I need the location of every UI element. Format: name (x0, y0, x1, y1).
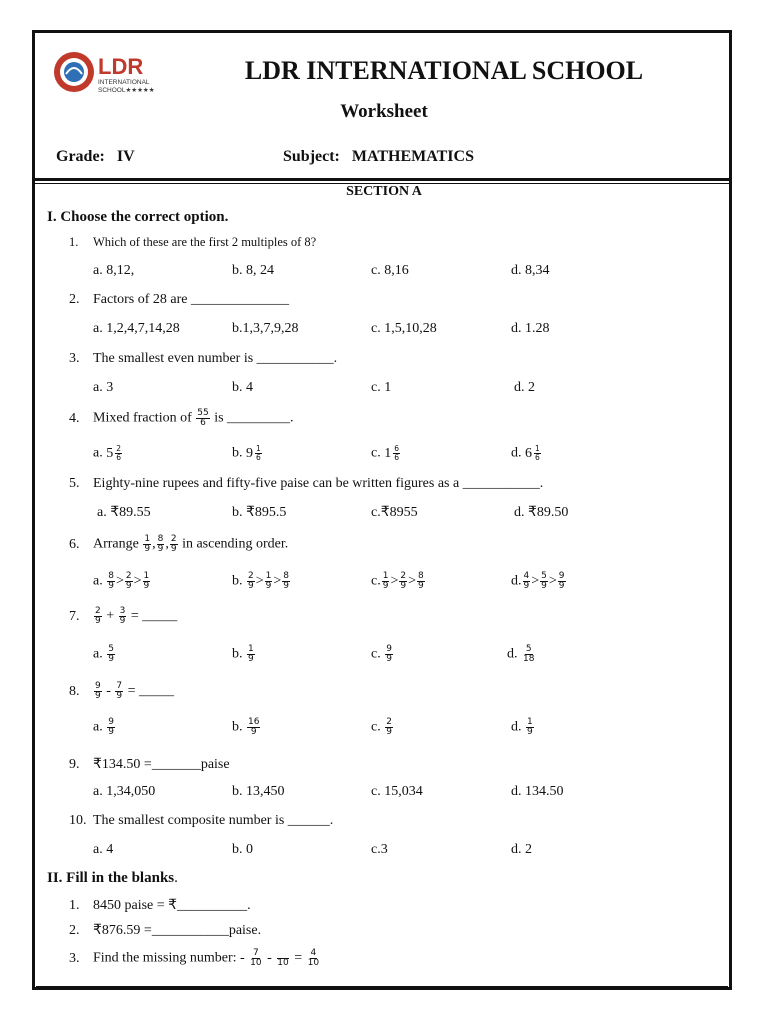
option-label: c. (371, 445, 381, 461)
q5-option-b[interactable]: b. ₹895.5 (232, 505, 287, 520)
q2-option-b[interactable]: b.1,3,7,9,28 (232, 321, 299, 336)
question-number: 3. (69, 351, 80, 366)
fraction (107, 645, 115, 664)
svg-text:SCHOOL★★★★★: SCHOOL★★★★★ (98, 87, 155, 94)
option-label: b. (232, 573, 243, 589)
q1-option-b[interactable]: b. 8, 24 (232, 263, 274, 278)
fraction (540, 572, 548, 591)
question-number: 1. (69, 898, 80, 913)
question-number: 10. (69, 813, 87, 828)
question-text-post: paise (200, 757, 230, 772)
fraction (522, 645, 535, 664)
fraction-denominator: 9 (116, 691, 123, 701)
part2-heading (47, 870, 178, 887)
option-label: d. (507, 646, 518, 662)
q5-option-d[interactable]: d. ₹89.50 (514, 505, 569, 520)
fraction (265, 572, 273, 591)
fraction (196, 409, 209, 428)
fraction (107, 572, 115, 591)
fraction-denominator: 6 (394, 453, 399, 462)
q4-option-c[interactable] (371, 445, 401, 462)
fraction-numerator: 9 (386, 644, 392, 654)
question-6: 6. Arrange $\frac{1}{9}$ , $\frac{8}{9}$ , $\frac{2}{9}$ in ascending order. (69, 534, 289, 554)
fraction-denominator: 9 (418, 581, 424, 591)
q5-option-a[interactable]: a. ₹89.55 (97, 505, 151, 520)
question-number: 7. (69, 608, 80, 624)
question-number: 5. (69, 476, 80, 491)
question-text-post: in ascending order. (182, 536, 289, 552)
fraction-denominator: 9 (125, 581, 132, 591)
question-number: 8. (69, 683, 80, 699)
equals-blank: = _____ (127, 683, 175, 699)
question-5 (69, 476, 543, 492)
fraction-numerator: 2 (170, 534, 177, 544)
fraction-numerator: 5 (108, 644, 114, 654)
fraction-denominator: 9 (558, 581, 565, 591)
fraction-denominator: 9 (523, 581, 530, 591)
option-label: c. (371, 646, 381, 662)
question-number: 4. (69, 410, 80, 426)
q10-option-b[interactable]: b. 0 (232, 842, 253, 857)
question-number: 2. (69, 923, 80, 938)
fraction-denominator: 9 (108, 654, 114, 664)
q10-option-a[interactable]: a. 4 (93, 842, 114, 857)
fraction-numerator: 5 (541, 571, 547, 581)
question-text-post: paise. (228, 923, 262, 938)
fraction-numerator: 2 (95, 606, 101, 616)
fraction-denominator: 10 (277, 958, 289, 968)
q3-option-b[interactable]: b. 4 (232, 380, 253, 395)
fraction (143, 535, 151, 554)
fraction-numerator: 8 (108, 571, 114, 581)
operator: - (267, 950, 272, 966)
option-label: b. (232, 646, 243, 662)
fraction-numerator: 4 (523, 571, 530, 581)
operator: - (106, 683, 111, 699)
answer-blank: ___________ (151, 923, 229, 938)
part2-heading-dot: . (174, 870, 178, 886)
fraction-numerator: 7 (116, 681, 123, 691)
subject-label: Subject: (283, 148, 340, 165)
option-label: b. (232, 719, 243, 735)
fraction (255, 445, 262, 462)
question-9 (69, 756, 230, 773)
fraction-denominator: 9 (95, 616, 101, 626)
fraction (558, 572, 566, 591)
part1-heading: I. Choose the correct option. (47, 209, 229, 225)
fraction-denominator: 9 (108, 727, 114, 737)
grade-value: IV (116, 148, 135, 165)
q2-option-d[interactable]: d. 1.28 (511, 321, 550, 336)
q2-option-c[interactable]: c. 1,5,10,28 (371, 321, 437, 336)
fraction-denominator: 9 (248, 654, 254, 664)
option-label: c. (371, 573, 381, 589)
blank-question-1 (69, 897, 251, 914)
fraction-denominator: 9 (170, 544, 177, 554)
option-label: c. (371, 719, 381, 735)
answer-blank: _______ (151, 757, 201, 772)
fraction-missing (276, 949, 289, 968)
q3-option-a[interactable]: a. 3 (93, 380, 114, 395)
fraction-numerator: 55 (197, 408, 209, 418)
grade-line (56, 148, 135, 166)
fraction (399, 572, 407, 591)
fraction-denominator: 9 (386, 654, 392, 664)
question-text: The smallest composite number is ______. (93, 813, 334, 828)
fraction (247, 572, 255, 591)
option-label: a. (93, 445, 103, 461)
q6-option-b[interactable]: b. $\frac{2}{9}$ > $\frac{1}{9}$ > $\frac{8}{9}$ (232, 571, 290, 591)
fraction-denominator: 18 (523, 654, 535, 664)
fraction-denominator: 9 (248, 581, 254, 591)
fraction-numerator: 7 (253, 948, 259, 958)
fraction-denominator: 10 (307, 958, 320, 968)
equals-sign: = (294, 950, 303, 966)
question-1 (69, 235, 316, 250)
fraction-numerator: 1 (382, 571, 389, 581)
question-number: 1. (69, 235, 79, 249)
fraction-numerator: 2 (125, 571, 132, 581)
q2-option-a[interactable]: a. 1,2,4,7,14,28 (93, 321, 180, 336)
fraction-numerator: 1 (256, 444, 261, 453)
fraction-denominator: 9 (386, 727, 392, 737)
grade-label: Grade: (56, 148, 105, 165)
fraction (385, 718, 393, 737)
fraction (393, 445, 400, 462)
q7-option-c[interactable] (371, 645, 394, 664)
fraction (107, 718, 115, 737)
school-name: LDR INTERNATIONAL SCHOOL (244, 56, 644, 85)
q1-option-c[interactable]: c. 8,16 (371, 263, 409, 278)
fraction-denominator: 9 (283, 581, 290, 591)
subject-line (283, 148, 474, 166)
question-text: Eighty-nine rupees and fifty-five paise can be written figures as a ___________. (93, 476, 544, 491)
mixed-fraction (246, 445, 263, 462)
blank-question-3 (69, 949, 321, 968)
fraction (385, 645, 393, 664)
fraction-numerator: 16 (248, 717, 260, 727)
fraction-numerator: 2 (400, 571, 407, 581)
q1-option-d[interactable]: d. 8,34 (511, 263, 550, 278)
q7-option-a[interactable] (93, 645, 116, 664)
fraction-numerator: 1 (144, 534, 151, 544)
option-label: b. (232, 445, 243, 461)
fraction (523, 572, 531, 591)
fraction (282, 572, 290, 591)
q7-option-d[interactable] (507, 645, 536, 664)
question-2 (69, 292, 289, 308)
question-3 (69, 351, 337, 367)
page-bottom-rule (36, 986, 728, 987)
mixed-whole: 9 (246, 445, 253, 461)
fraction-numerator: 9 (558, 571, 565, 581)
fraction-numerator: 1 (143, 571, 150, 581)
fraction (247, 718, 260, 737)
q10-option-d[interactable]: d. 2 (511, 842, 532, 857)
q7-option-b[interactable] (232, 645, 256, 664)
fraction (94, 607, 102, 626)
fraction (94, 682, 102, 701)
q4-option-d[interactable] (511, 445, 542, 462)
question-text: Factors of 28 are ______________ (93, 292, 289, 307)
svg-text:LDR: LDR (98, 54, 144, 79)
fraction (382, 572, 390, 591)
option-label: d. (511, 445, 522, 461)
fraction-denominator: 9 (527, 727, 533, 737)
fraction-numerator: 2 (386, 717, 392, 727)
fraction-denominator: 6 (116, 453, 121, 462)
fraction-numerator: 9 (108, 717, 114, 727)
fraction-numerator: 2 (116, 444, 121, 453)
fraction-numerator: 6 (394, 444, 399, 453)
question-text-pre: ₹134.50 = (93, 757, 152, 772)
mixed-fraction (106, 445, 123, 462)
fraction-denominator: 9 (250, 727, 257, 737)
fraction-numerator: 9 (95, 681, 101, 691)
fraction-numerator: 3 (119, 606, 126, 616)
subject-value: MATHEMATICS (351, 148, 474, 165)
fraction (115, 445, 122, 462)
fraction-denominator: 6 (200, 418, 206, 428)
option-label: a. (93, 573, 103, 589)
q3-option-d[interactable]: d. 2 (514, 380, 535, 395)
q4-option-a[interactable] (93, 445, 123, 462)
fraction (247, 645, 255, 664)
fraction (534, 445, 541, 462)
fraction (143, 572, 151, 591)
mixed-whole: 5 (106, 445, 114, 461)
fraction-denominator: 9 (143, 581, 150, 591)
fraction (307, 949, 320, 968)
q4-option-b[interactable] (232, 445, 263, 462)
question-text-pre: Find the missing number: - (93, 950, 245, 966)
q5-option-c[interactable]: c.₹8955 (371, 505, 418, 520)
fraction (170, 535, 178, 554)
fraction-denominator: 9 (541, 581, 547, 591)
section-title: SECTION A (346, 184, 422, 199)
fraction-numerator: 1 (265, 571, 272, 581)
question-8 (69, 682, 174, 701)
q9-option-a[interactable]: a. 1,34,050 (93, 784, 156, 799)
fraction-numerator: 8 (157, 534, 164, 544)
question-number: 3. (69, 950, 80, 966)
question-7 (69, 607, 177, 626)
question-4 (69, 409, 294, 428)
q9-option-b[interactable]: b. 13,450 (232, 784, 285, 799)
option-label: a. (93, 646, 103, 662)
fraction-denominator: 9 (144, 544, 151, 554)
fraction (125, 572, 133, 591)
mixed-whole: 1 (384, 445, 392, 461)
q1-option-a[interactable]: a. 8,12, (93, 263, 135, 278)
fraction-denominator: 9 (382, 581, 389, 591)
question-text: The smallest even number is ___________. (93, 351, 338, 366)
fraction-denominator: 10 (250, 958, 262, 968)
part2-heading-text: II. Fill in the blanks (47, 870, 175, 886)
fraction-numerator: 1 (248, 644, 254, 654)
mixed-fraction (525, 445, 542, 462)
header-divider (32, 178, 732, 181)
fraction-denominator: 6 (256, 453, 261, 462)
question-number: 9. (69, 757, 80, 772)
question-text-pre: Mixed fraction of (93, 410, 192, 426)
fraction-denominator: 9 (400, 581, 407, 591)
q6-option-a[interactable]: a. $\frac{8}{9}$ > $\frac{2}{9}$ > $\frac{1}{9}$ (93, 571, 150, 591)
fraction-numerator: 8 (418, 571, 424, 581)
q6-option-d[interactable]: d. $\frac{4}{9}$ > $\frac{5}{9}$ > $\frac{9}{9}$ (511, 571, 565, 591)
fraction-denominator: 9 (119, 616, 126, 626)
equals-blank: = _____ (130, 608, 178, 624)
fraction-denominator: 9 (108, 581, 114, 591)
fraction-denominator: 9 (157, 544, 164, 554)
option-label: d. (511, 573, 522, 589)
question-number: 2. (69, 292, 80, 307)
fraction (157, 535, 165, 554)
operator: + (106, 608, 115, 624)
option-label: a. (93, 719, 103, 735)
fraction (526, 718, 534, 737)
fraction (119, 607, 127, 626)
fraction-denominator: 9 (95, 691, 101, 701)
question-text-pre: Arrange (93, 536, 139, 552)
question-text: Which of these are the first 2 multiples of 8? (93, 235, 317, 249)
question-text-pre: ₹876.59 = (93, 923, 152, 938)
fraction-denominator: 9 (265, 581, 272, 591)
worksheet-title: Worksheet (340, 101, 428, 122)
option-label: d. (511, 719, 522, 735)
q8-option-c[interactable] (371, 718, 394, 737)
question-text: 8450 paise = ₹__________. (93, 898, 251, 913)
fraction (249, 949, 262, 968)
question-10 (69, 813, 333, 829)
q6-option-c[interactable]: c. $\frac{1}{9}$ > $\frac{2}{9}$ > $\frac{8}{9}$ (371, 571, 424, 591)
q8-option-a[interactable] (93, 718, 116, 737)
mixed-whole: 6 (525, 445, 532, 461)
fraction-numerator: 2 (248, 571, 254, 581)
q9-option-d[interactable]: d. 134.50 (511, 784, 564, 799)
blank-question-2 (69, 922, 261, 939)
question-text-post: is _________. (214, 410, 294, 426)
fraction-denominator: 6 (535, 453, 540, 462)
mixed-fraction (384, 445, 401, 462)
q9-option-c[interactable]: c. 15,034 (371, 784, 423, 799)
fraction-numerator: 8 (283, 571, 290, 581)
fraction-numerator: 1 (527, 717, 533, 727)
fraction-numerator: 5 (525, 644, 532, 654)
svg-text:INTERNATIONAL: INTERNATIONAL (98, 79, 150, 86)
fraction (417, 572, 425, 591)
fraction (115, 682, 123, 701)
q8-option-b[interactable] (232, 718, 261, 737)
q8-option-d[interactable] (511, 718, 535, 737)
question-number: 6. (69, 536, 80, 552)
q3-option-c[interactable]: c. 1 (371, 380, 392, 395)
fraction-numerator: 4 (310, 948, 317, 958)
fraction-numerator: 1 (535, 444, 540, 453)
q10-option-c[interactable]: c.3 (371, 842, 388, 857)
